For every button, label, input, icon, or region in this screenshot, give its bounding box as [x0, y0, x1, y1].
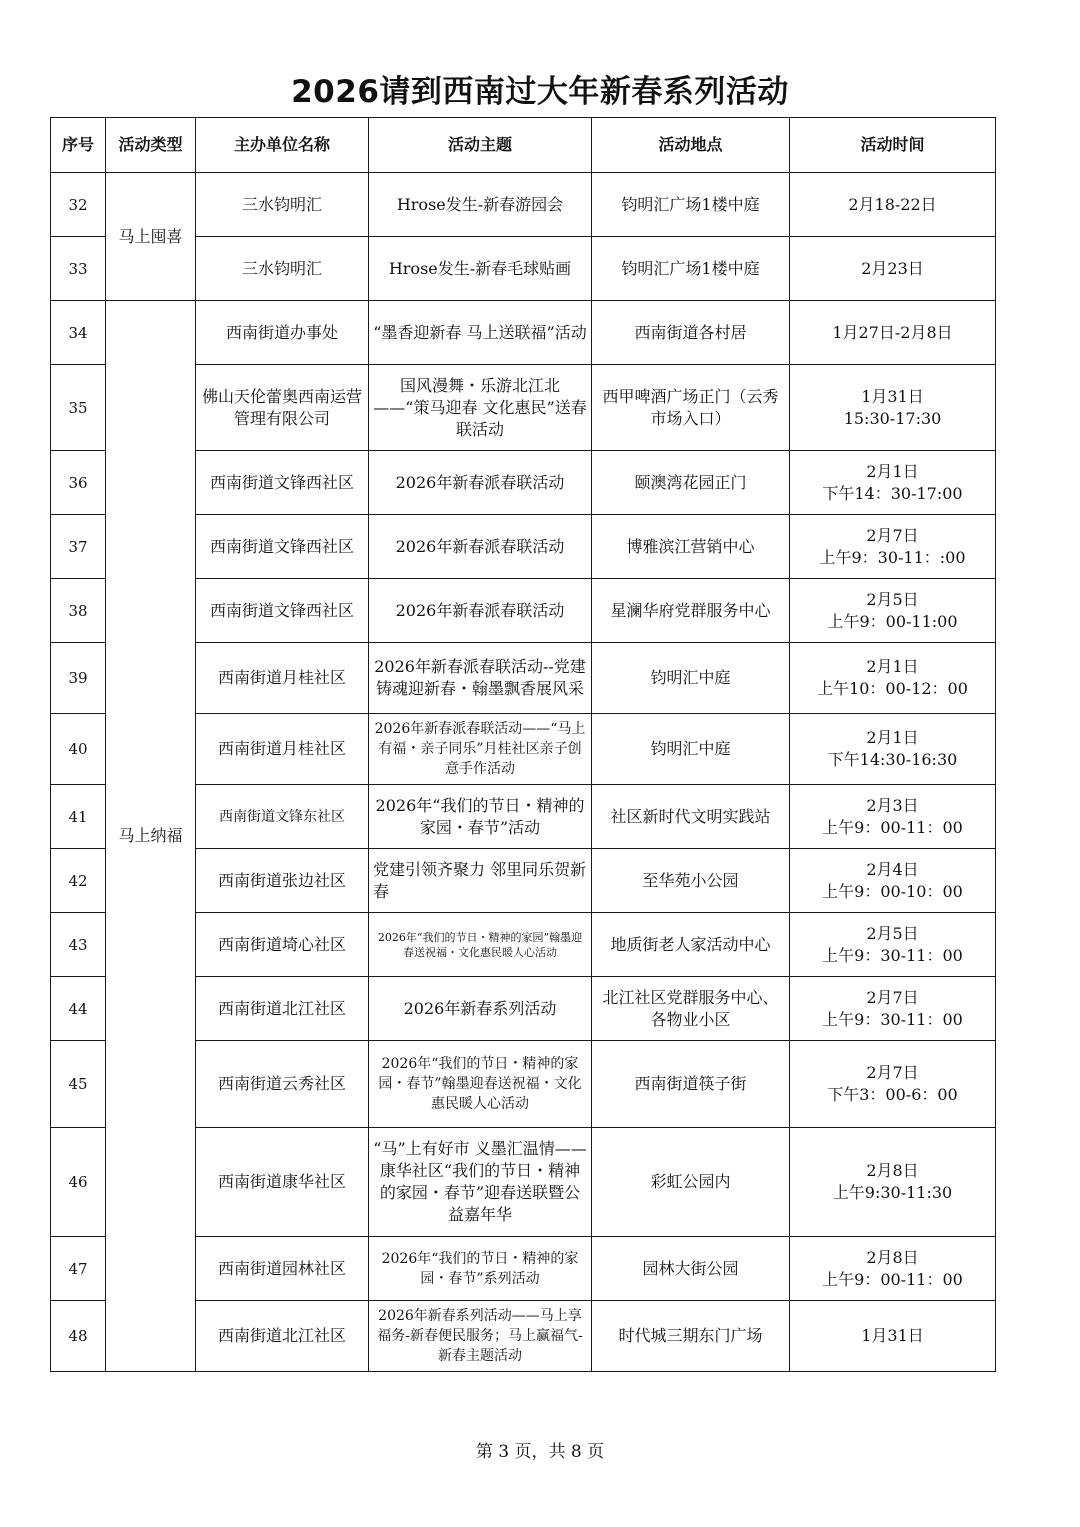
- time-range: 上午9:30-11:30: [832, 1183, 953, 1202]
- time-date: 2月1日: [866, 728, 919, 747]
- theme-cell: 2026年新春派春联活动--党建铸魂迎新春・翰墨飘香展风采: [369, 643, 592, 714]
- theme-cell: 2026年新春派春联活动——“马上有福・亲子同乐”月桂社区亲子创意手作活动: [369, 714, 592, 785]
- time-date: 2月18-22日: [848, 194, 937, 214]
- time-range: 上午10：00-12：00: [817, 679, 968, 698]
- location-cell: 西南街道筷子街: [592, 1041, 790, 1128]
- time-date: 1月31日: [861, 386, 924, 406]
- row-number: 36: [51, 451, 106, 515]
- time-cell: [790, 451, 996, 515]
- header-time: 活动时间: [790, 118, 996, 173]
- organizer-cell: 西南街道办事处: [196, 301, 369, 365]
- time-cell: [790, 365, 996, 451]
- time-cell: [790, 643, 996, 714]
- time-cell: [790, 913, 996, 977]
- location-cell: 社区新时代文明实践站: [592, 785, 790, 849]
- time-cell: [790, 1041, 996, 1128]
- time-cell: [790, 173, 996, 237]
- location-cell: 至华苑小公园: [592, 849, 790, 913]
- row-number: 35: [51, 365, 106, 451]
- row-number: 42: [51, 849, 106, 913]
- row-number: 43: [51, 913, 106, 977]
- organizer-cell: 三水钧明汇: [196, 173, 369, 237]
- organizer-cell: 西南街道康华社区: [196, 1128, 369, 1237]
- time-cell: [790, 237, 996, 301]
- row-number: 44: [51, 977, 106, 1041]
- time-date: 2月1日: [866, 461, 919, 481]
- time-date: 2月5日: [866, 923, 919, 943]
- theme-cell: 2026年“我们的节日・精神的家园・春节”活动: [369, 785, 592, 849]
- organizer-cell: 三水钧明汇: [196, 237, 369, 301]
- time-date: 2月7日: [866, 1063, 919, 1082]
- time-cell: [790, 515, 996, 579]
- time-date: 1月27日-2月8日: [832, 322, 953, 342]
- location-cell: 星澜华府党群服务中心: [592, 579, 790, 643]
- organizer-cell: 西南街道埼心社区: [196, 913, 369, 977]
- time-date: 2月4日: [866, 859, 919, 879]
- time-range: 上午9：30-11：:00: [819, 547, 966, 567]
- time-cell: [790, 1301, 996, 1372]
- time-range: 上午9：00-11：00: [822, 1269, 963, 1289]
- activity-type-cell: 马上纳福: [106, 301, 196, 1372]
- theme-cell: “墨香迎新春 马上送联福”活动: [369, 301, 592, 365]
- location-cell: 北江社区党群服务中心、各物业小区: [592, 977, 790, 1041]
- time-date: 2月5日: [866, 589, 919, 609]
- organizer-cell: 西南街道张边社区: [196, 849, 369, 913]
- time-cell: [790, 785, 996, 849]
- time-range: 上午9：00-10：00: [822, 881, 963, 901]
- row-number: 45: [51, 1041, 106, 1128]
- time-cell: [790, 714, 996, 785]
- time-date: 2月1日: [866, 657, 919, 676]
- time-range: 15:30-17:30: [843, 408, 942, 428]
- theme-cell: 国风漫舞・乐游北江北——“策马迎春 文化惠民”送春联活动: [369, 365, 592, 451]
- time-range: 下午3：00-6：00: [827, 1085, 958, 1104]
- theme-cell: 2026年新春系列活动——马上享福务-新春便民服务；马上赢福气-新春主题活动: [369, 1301, 592, 1372]
- organizer-cell: 西南街道月桂社区: [196, 714, 369, 785]
- organizer-cell: 西南街道月桂社区: [196, 643, 369, 714]
- row-number: 39: [51, 643, 106, 714]
- time-date: 2月7日: [866, 987, 919, 1007]
- row-number: 41: [51, 785, 106, 849]
- header-type: 活动类型: [106, 118, 196, 173]
- organizer-cell: 西南街道文锋东社区: [196, 785, 369, 849]
- time-cell: [790, 1237, 996, 1301]
- time-range: 上午9：30-11：00: [822, 945, 963, 965]
- theme-cell: 2026年新春系列活动: [369, 977, 592, 1041]
- page-footer: 第 3 页，共 8 页: [475, 1442, 605, 1462]
- theme-cell: 2026年“我们的节日・精神的家园・春节”翰墨迎春送祝福・文化惠民暖人心活动: [369, 1041, 592, 1128]
- location-cell: 博雅滨江营销中心: [592, 515, 790, 579]
- header-organizer: 主办单位名称: [196, 118, 369, 173]
- location-cell: 钧明汇中庭: [592, 643, 790, 714]
- location-cell: 时代城三期东门广场: [592, 1301, 790, 1372]
- time-cell: [790, 1128, 996, 1237]
- header-theme: 活动主题: [369, 118, 592, 173]
- organizer-cell: 西南街道园林社区: [196, 1237, 369, 1301]
- theme-cell: 党建引领齐聚力 邻里同乐贺新春: [369, 849, 592, 913]
- time-cell: [790, 977, 996, 1041]
- location-cell: 彩虹公园内: [592, 1128, 790, 1237]
- header-location: 活动地点: [592, 118, 790, 173]
- row-number: 38: [51, 579, 106, 643]
- theme-cell: Hrose发生-新春游园会: [369, 173, 592, 237]
- table-row: [51, 173, 996, 237]
- row-number: 48: [51, 1301, 106, 1372]
- time-range: 上午9：30-11：00: [822, 1009, 963, 1029]
- page-title: 2026请到西南过大年新春系列活动: [291, 74, 789, 110]
- theme-cell: Hrose发生-新春毛球贴画: [369, 237, 592, 301]
- organizer-cell: 西南街道文锋西社区: [196, 515, 369, 579]
- table-row: [51, 301, 996, 365]
- location-cell: 颐澳湾花园正门: [592, 451, 790, 515]
- header-seq: 序号: [51, 118, 106, 173]
- row-number: 34: [51, 301, 106, 365]
- time-date: 2月8日: [866, 1161, 919, 1180]
- time-cell: [790, 579, 996, 643]
- location-cell: 地质街老人家活动中心: [592, 913, 790, 977]
- theme-cell: 2026年新春派春联活动: [369, 451, 592, 515]
- theme-cell: 2026年“我们的节日・精神的家园”翰墨迎春送祝福・文化惠民暖人心活动: [369, 913, 592, 977]
- row-number: 47: [51, 1237, 106, 1301]
- row-number: 40: [51, 714, 106, 785]
- time-date: 2月7日: [866, 525, 919, 545]
- theme-cell: 2026年新春派春联活动: [369, 515, 592, 579]
- time-range: 下午14：30-17:00: [822, 483, 963, 503]
- activity-type-cell: 马上囤喜: [106, 173, 196, 301]
- location-cell: 钧明汇中庭: [592, 714, 790, 785]
- time-cell: [790, 301, 996, 365]
- table-header-row: [51, 118, 996, 173]
- location-cell: 钧明汇广场1楼中庭: [592, 173, 790, 237]
- theme-cell: 2026年“我们的节日・精神的家园・春节”系列活动: [369, 1237, 592, 1301]
- row-number: 32: [51, 173, 106, 237]
- time-cell: [790, 849, 996, 913]
- time-date: 2月23日: [861, 258, 924, 278]
- time-range: 上午9：00-11:00: [827, 611, 958, 631]
- organizer-cell: 西南街道文锋西社区: [196, 451, 369, 515]
- time-date: 2月8日: [866, 1247, 919, 1267]
- location-cell: 园林大街公园: [592, 1237, 790, 1301]
- row-number: 46: [51, 1128, 106, 1237]
- time-range: 上午9：00-11：00: [822, 817, 963, 837]
- location-cell: 西甲啤酒广场正门（云秀市场入口）: [592, 365, 790, 451]
- location-cell: 西南街道各村居: [592, 301, 790, 365]
- row-number: 37: [51, 515, 106, 579]
- theme-cell: 2026年新春派春联活动: [369, 579, 592, 643]
- theme-cell: “马”上有好市 义墨汇温情——康华社区“我们的节日・精神的家园・春节”迎春送联暨公益嘉年华: [369, 1128, 592, 1237]
- time-range: 下午14:30-16:30: [827, 750, 958, 769]
- time-date: 2月3日: [866, 795, 919, 815]
- location-cell: 钧明汇广场1楼中庭: [592, 237, 790, 301]
- time-date: 1月31日: [861, 1326, 924, 1345]
- organizer-cell: 西南街道北江社区: [196, 977, 369, 1041]
- row-number: 33: [51, 237, 106, 301]
- organizer-cell: 西南街道文锋西社区: [196, 579, 369, 643]
- organizer-cell: 西南街道北江社区: [196, 1301, 369, 1372]
- activity-table: [50, 117, 996, 1372]
- organizer-cell: 佛山天伦蕾奥西南运营管理有限公司: [196, 365, 369, 451]
- organizer-cell: 西南街道云秀社区: [196, 1041, 369, 1128]
